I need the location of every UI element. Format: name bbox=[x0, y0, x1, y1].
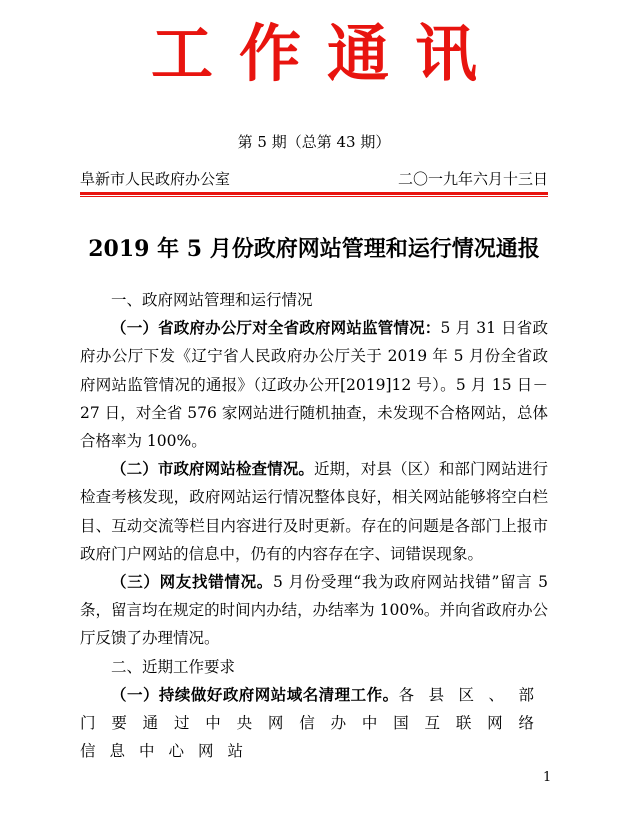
page-number: 1 bbox=[543, 770, 552, 785]
document-title: 2019 年 5 月份政府网站管理和运行情况通报 bbox=[88, 236, 540, 262]
paragraph-lead: （三）网友找错情况。 bbox=[111, 572, 273, 592]
paragraph bbox=[80, 681, 548, 766]
header-rule-thin bbox=[80, 196, 548, 197]
issuer-date-row bbox=[80, 168, 548, 190]
issuer: 阜新市人民政府办公室 bbox=[80, 170, 231, 188]
masthead-title: 工作通讯 bbox=[150, 17, 503, 90]
section-heading: 一、政府网站管理和运行情况 bbox=[111, 291, 313, 309]
issue-date: 二〇一九年六月十三日 bbox=[397, 170, 548, 188]
paragraph-text: 5 月份受理“我为政府网站找错”留言 5 条，留言均在规定的时间内办结，办结率为 100%。并向省政府办公厅反馈了办理情况。 bbox=[80, 573, 548, 648]
paragraph bbox=[80, 314, 548, 455]
paragraph-lead: （一）省政府办公厅对全省政府网站监管情况： bbox=[111, 318, 441, 338]
section-heading: 二、近期工作要求 bbox=[111, 657, 236, 676]
paragraph-lead: （二）市政府网站检查情况。 bbox=[111, 459, 314, 479]
paragraph bbox=[80, 568, 548, 653]
issue-number: 第 5 期（总第 43 期） bbox=[237, 133, 391, 151]
paragraph-text: 近期，对县（区）和部门网站进行检查考核发现，政府网站运行情况整体良好，相关网站能够将空白栏目、互动交流等栏目内容进行及时更新。存在的问题是各部门上报市政府门户网站的信息中，仍有的内容存在字、词错误现象。 bbox=[80, 460, 548, 563]
paragraph bbox=[80, 455, 548, 568]
document-body bbox=[80, 286, 548, 765]
header-rule bbox=[80, 192, 548, 195]
paragraph-text: 5 月 31 日省政府办公厅下发《辽宁省人民政府办公厅关于 2019 年 5 月份全省政府网站监管情况的通报》（辽政办公开[2019]12 号）。5 月 15 日－27 日，对全省 576 家网站进行随机抽查，未发现不合格网站，总体合格率为 100%。 bbox=[80, 319, 548, 451]
paragraph-text: 各县区、部门要通过中央网信办中国互联网络信息中心网站 bbox=[80, 685, 548, 761]
paragraph-lead: （一）持续做好政府网站域名清理工作。 bbox=[111, 684, 399, 704]
